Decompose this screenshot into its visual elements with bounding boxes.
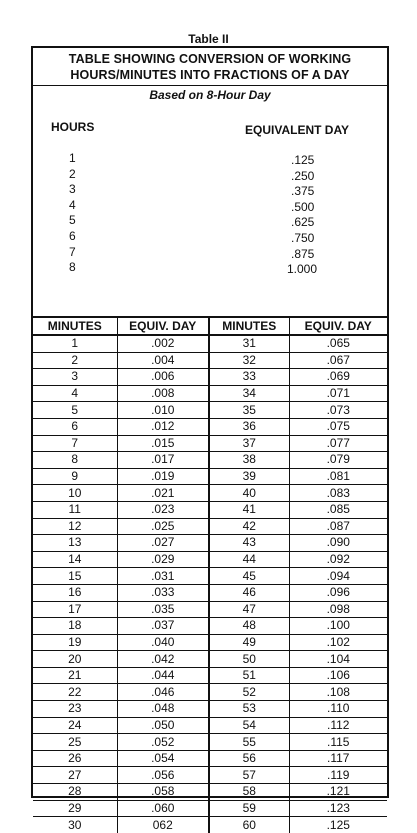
minute-equiv-value: .031 bbox=[117, 568, 209, 585]
minute-equiv-value: .104 bbox=[289, 651, 387, 668]
minute-value: 43 bbox=[209, 535, 289, 552]
hour-value: 2 bbox=[69, 166, 76, 181]
minutes-header-row bbox=[33, 318, 387, 335]
minute-value: 9 bbox=[33, 468, 117, 485]
minute-equiv-value: .083 bbox=[289, 485, 387, 502]
minute-value: 28 bbox=[33, 784, 117, 801]
minute-equiv-value: .019 bbox=[117, 468, 209, 485]
minute-value: 8 bbox=[33, 452, 117, 469]
table-row bbox=[33, 667, 387, 684]
minute-equiv-value: .033 bbox=[117, 584, 209, 601]
minute-value: 21 bbox=[33, 667, 117, 684]
minute-equiv-value: .106 bbox=[289, 667, 387, 684]
minute-value: 34 bbox=[209, 385, 289, 402]
minute-value: 45 bbox=[209, 568, 289, 585]
minute-equiv-value: .098 bbox=[289, 601, 387, 618]
minute-equiv-value: .115 bbox=[289, 734, 387, 751]
equiv-day-header: EQUIV. DAY bbox=[117, 318, 209, 335]
minute-equiv-value: .077 bbox=[289, 435, 387, 452]
minute-equiv-value: .067 bbox=[289, 352, 387, 369]
table-row bbox=[33, 402, 387, 419]
minute-value: 33 bbox=[209, 369, 289, 386]
minute-equiv-value: .004 bbox=[117, 352, 209, 369]
minute-value: 24 bbox=[33, 717, 117, 734]
hours-row bbox=[33, 167, 387, 183]
hour-value: 8 bbox=[69, 260, 76, 275]
minute-value: 32 bbox=[209, 352, 289, 369]
minute-value: 38 bbox=[209, 452, 289, 469]
table-row bbox=[33, 651, 387, 668]
minute-equiv-value: .035 bbox=[117, 601, 209, 618]
table-row bbox=[33, 618, 387, 635]
minute-equiv-value: .065 bbox=[289, 335, 387, 352]
minute-equiv-value: .073 bbox=[289, 402, 387, 419]
conversion-table-frame bbox=[31, 46, 389, 832]
minutes-table-body bbox=[33, 335, 387, 833]
table-row bbox=[33, 717, 387, 734]
hour-value: 1 bbox=[69, 151, 76, 165]
minute-value: 17 bbox=[33, 601, 117, 618]
hours-row bbox=[33, 151, 387, 167]
hour-equiv-value: .250 bbox=[291, 168, 315, 183]
minute-value: 16 bbox=[33, 584, 117, 601]
minute-equiv-value: .085 bbox=[289, 501, 387, 518]
minute-value: 13 bbox=[33, 535, 117, 552]
minute-equiv-value: .046 bbox=[117, 684, 209, 701]
minute-equiv-value: .025 bbox=[117, 518, 209, 535]
minute-value: 51 bbox=[209, 667, 289, 684]
table-row bbox=[33, 385, 387, 402]
minute-equiv-value: .119 bbox=[289, 767, 387, 784]
minute-value: 12 bbox=[33, 518, 117, 535]
table-row bbox=[33, 817, 387, 833]
table-row bbox=[33, 734, 387, 751]
minute-equiv-value: 062 bbox=[117, 817, 209, 833]
minute-value: 23 bbox=[33, 701, 117, 718]
minute-value: 6 bbox=[33, 418, 117, 435]
table-row bbox=[33, 352, 387, 369]
minute-value: 54 bbox=[209, 717, 289, 734]
minute-equiv-value: .037 bbox=[117, 618, 209, 635]
minute-value: 49 bbox=[209, 634, 289, 651]
hours-list bbox=[33, 151, 387, 276]
hours-row bbox=[33, 245, 387, 261]
table-row bbox=[33, 468, 387, 485]
minute-value: 36 bbox=[209, 418, 289, 435]
minute-equiv-value: .021 bbox=[117, 485, 209, 502]
minute-value: 47 bbox=[209, 601, 289, 618]
minute-value: 44 bbox=[209, 551, 289, 568]
minutes-table bbox=[33, 318, 387, 833]
minute-value: 7 bbox=[33, 435, 117, 452]
minutes-header: MINUTES bbox=[209, 318, 289, 335]
hours-header: HOURS bbox=[51, 120, 95, 134]
minute-equiv-value: .092 bbox=[289, 551, 387, 568]
hour-equiv-value: .125 bbox=[291, 153, 315, 167]
table-row bbox=[33, 568, 387, 585]
minute-equiv-value: .087 bbox=[289, 518, 387, 535]
table-title-line-1: TABLE SHOWING CONVERSION OF WORKING bbox=[68, 52, 352, 66]
minute-equiv-value: .094 bbox=[289, 568, 387, 585]
table-row bbox=[33, 535, 387, 552]
minute-value: 39 bbox=[209, 468, 289, 485]
hour-value: 5 bbox=[69, 213, 76, 228]
minute-value: 55 bbox=[209, 734, 289, 751]
hour-value: 6 bbox=[69, 228, 76, 243]
minute-equiv-value: .058 bbox=[117, 784, 209, 801]
minute-value: 52 bbox=[209, 684, 289, 701]
minute-equiv-value: .108 bbox=[289, 684, 387, 701]
minute-value: 46 bbox=[209, 584, 289, 601]
minute-equiv-value: .071 bbox=[289, 385, 387, 402]
hours-row bbox=[33, 229, 387, 245]
minute-equiv-value: .002 bbox=[117, 335, 209, 352]
minute-value: 56 bbox=[209, 750, 289, 767]
minute-equiv-value: .096 bbox=[289, 584, 387, 601]
hour-equiv-value: .500 bbox=[291, 199, 315, 214]
table-row bbox=[33, 784, 387, 801]
equivalent-day-header: EQUIVALENT DAY bbox=[245, 123, 350, 137]
minute-equiv-value: .100 bbox=[289, 618, 387, 635]
table-row bbox=[33, 418, 387, 435]
table-row bbox=[33, 684, 387, 701]
table-title-line-2: HOURS/MINUTES INTO FRACTIONS OF A DAY bbox=[70, 68, 350, 82]
minute-value: 40 bbox=[209, 485, 289, 502]
minute-value: 4 bbox=[33, 385, 117, 402]
minute-value: 27 bbox=[33, 767, 117, 784]
minute-value: 3 bbox=[33, 369, 117, 386]
minute-value: 2 bbox=[33, 352, 117, 369]
hour-value: 3 bbox=[69, 182, 76, 197]
minute-equiv-value: .012 bbox=[117, 418, 209, 435]
minute-equiv-value: .069 bbox=[289, 369, 387, 386]
minute-value: 29 bbox=[33, 800, 117, 817]
minute-value: 48 bbox=[209, 618, 289, 635]
minute-equiv-value: .048 bbox=[117, 701, 209, 718]
minutes-header: MINUTES bbox=[33, 318, 117, 335]
minute-equiv-value: .054 bbox=[117, 750, 209, 767]
table-row bbox=[33, 435, 387, 452]
table-title bbox=[33, 48, 387, 86]
minute-equiv-value: .075 bbox=[289, 418, 387, 435]
hours-section bbox=[33, 86, 387, 318]
hours-row bbox=[33, 260, 387, 276]
minute-equiv-value: .056 bbox=[117, 767, 209, 784]
minute-equiv-value: .081 bbox=[289, 468, 387, 485]
minute-equiv-value: .125 bbox=[326, 817, 350, 832]
minute-value: 14 bbox=[33, 551, 117, 568]
table-row bbox=[33, 335, 387, 352]
table-row bbox=[33, 518, 387, 535]
minute-equiv-value: .027 bbox=[117, 535, 209, 552]
minute-value: 31 bbox=[209, 335, 289, 352]
minute-equiv-value: .050 bbox=[117, 717, 209, 734]
minute-equiv-value: .112 bbox=[289, 717, 387, 734]
hour-equiv-value: .625 bbox=[291, 215, 315, 230]
table-label: Table II bbox=[188, 32, 229, 46]
minute-equiv-value: .040 bbox=[117, 634, 209, 651]
table-row bbox=[33, 750, 387, 767]
minute-value: 22 bbox=[33, 684, 117, 701]
minute-value: 26 bbox=[33, 750, 117, 767]
minute-value: 59 bbox=[209, 800, 289, 817]
hour-value: 4 bbox=[69, 197, 76, 212]
minute-value: 25 bbox=[33, 734, 117, 751]
table-row bbox=[33, 767, 387, 784]
minute-value: 41 bbox=[209, 501, 289, 518]
minute-value: 42 bbox=[209, 518, 289, 535]
minute-value: 1 bbox=[33, 335, 117, 352]
hours-row bbox=[33, 198, 387, 214]
minute-value: 50 bbox=[209, 651, 289, 668]
minute-value: 57 bbox=[209, 767, 289, 784]
minute-equiv-value: .029 bbox=[117, 551, 209, 568]
minute-equiv-value: .044 bbox=[117, 667, 209, 684]
hours-row bbox=[33, 182, 387, 198]
minute-equiv-value: .060 bbox=[117, 800, 209, 817]
minute-equiv-value: .052 bbox=[117, 734, 209, 751]
equiv-day-header: EQUIV. DAY bbox=[289, 318, 387, 335]
table-row bbox=[33, 551, 387, 568]
minute-value: 5 bbox=[33, 402, 117, 419]
hours-row bbox=[33, 213, 387, 229]
minute-value: 37 bbox=[209, 435, 289, 452]
minute-value: 58 bbox=[209, 784, 289, 801]
table-row bbox=[33, 369, 387, 386]
minute-equiv-value: .121 bbox=[289, 784, 387, 801]
table-row bbox=[33, 584, 387, 601]
minute-value: 15 bbox=[33, 568, 117, 585]
minute-equiv-value: .079 bbox=[289, 452, 387, 469]
minute-equiv-value: .023 bbox=[117, 501, 209, 518]
minute-equiv-value: .123 bbox=[289, 800, 387, 817]
hour-equiv-value: 1.000 bbox=[287, 262, 318, 277]
minute-value: 60 bbox=[209, 817, 289, 833]
table-row bbox=[33, 485, 387, 502]
minute-value: 35 bbox=[209, 402, 289, 419]
minute-value: 20 bbox=[33, 651, 117, 668]
table-row bbox=[33, 634, 387, 651]
minute-value: 19 bbox=[33, 634, 117, 651]
minute-equiv-value: .006 bbox=[117, 369, 209, 386]
table-row bbox=[33, 800, 387, 817]
minute-equiv-value: .042 bbox=[117, 651, 209, 668]
minute-equiv-value: .090 bbox=[289, 535, 387, 552]
minute-value: 10 bbox=[33, 485, 117, 502]
table-row bbox=[33, 501, 387, 518]
minute-value: 18 bbox=[33, 618, 117, 635]
minute-equiv-value: .010 bbox=[117, 402, 209, 419]
hour-equiv-value: .375 bbox=[291, 184, 315, 199]
minute-equiv-value: .117 bbox=[289, 750, 387, 767]
hour-equiv-value: .875 bbox=[291, 246, 315, 261]
minute-equiv-value: .008 bbox=[117, 385, 209, 402]
hour-equiv-value: .750 bbox=[291, 230, 315, 245]
minute-value: 30 bbox=[33, 817, 117, 833]
minute-equiv-value: .015 bbox=[117, 435, 209, 452]
basis-note: Based on 8-Hour Day bbox=[149, 88, 271, 102]
table-row bbox=[33, 701, 387, 718]
minute-value: 53 bbox=[209, 701, 289, 718]
minute-equiv-value: .102 bbox=[289, 634, 387, 651]
minute-equiv-value: .110 bbox=[289, 701, 387, 718]
table-row bbox=[33, 452, 387, 469]
table-row bbox=[33, 601, 387, 618]
minute-equiv-value: .017 bbox=[117, 452, 209, 469]
hour-value: 7 bbox=[69, 244, 76, 259]
minute-value: 11 bbox=[33, 501, 117, 518]
